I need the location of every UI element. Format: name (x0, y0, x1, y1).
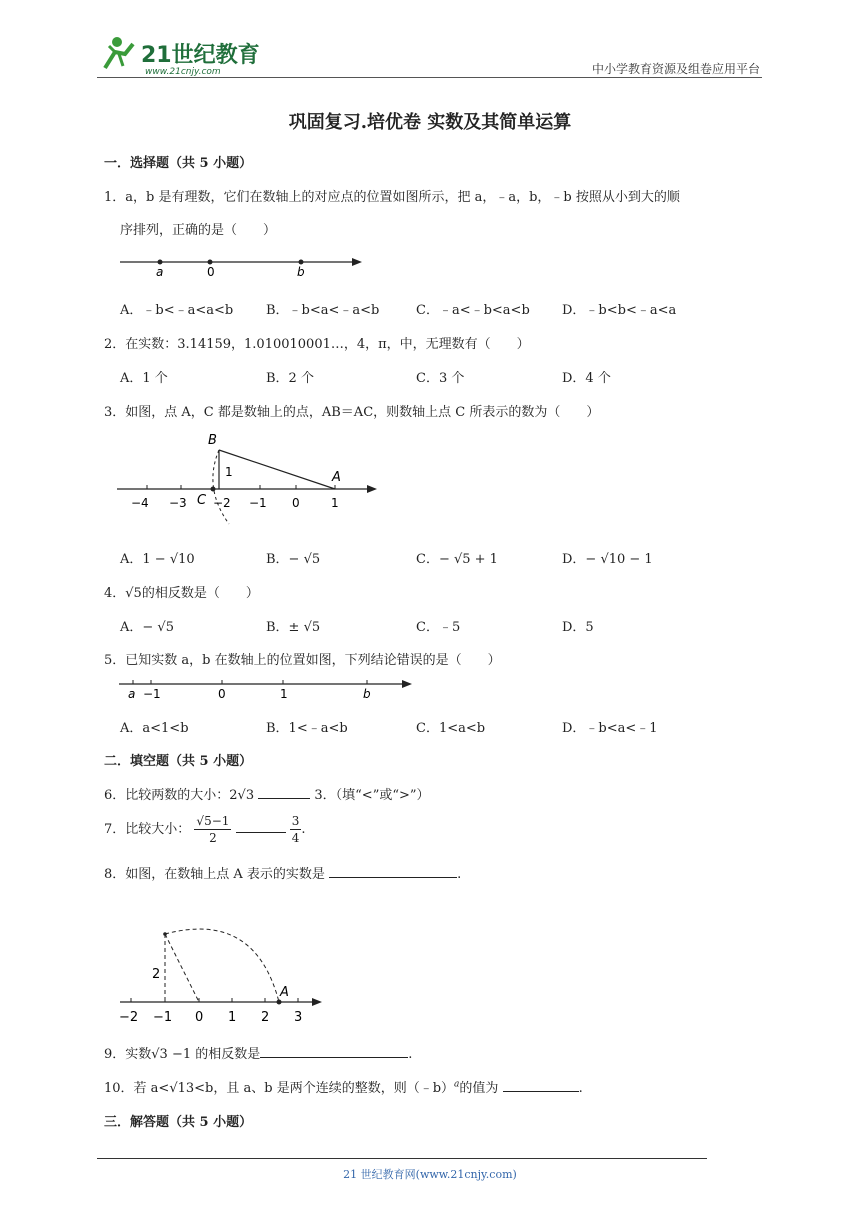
header-divider (97, 77, 762, 78)
q6-answer-blank[interactable] (258, 798, 310, 799)
q5-label-b: b (363, 687, 371, 701)
q8-tick-2: 2 (261, 1010, 270, 1025)
q1-text-line1: 1．a，b 是有理数，它们在数轴上的对应点的位置如图所示，把 a，﹣a，b，﹣b 按照从小到大的顺 (104, 190, 680, 205)
q8-tick-1: 1 (228, 1010, 237, 1025)
q10-question: 10．若 a<√13<b，且 a、b 是两个连续的整数，则（﹣b）$^a$的值为 . (104, 1079, 583, 1096)
q6-prefix: 6．比较两数的大小：2√3 (104, 788, 255, 803)
q3-tick-neg3: −3 (169, 496, 187, 510)
section-heading-choice: 一．选择题（共 5 小题） (104, 156, 253, 171)
q5-option-d[interactable]: D．﹣b<a<﹣1 (562, 721, 658, 736)
section-heading-answer: 三．解答题（共 5 小题） (104, 1115, 253, 1130)
footer-link[interactable]: 21 世纪教育网(www.21cnjy.com) (343, 1168, 517, 1181)
q1-label-0: 0 (207, 265, 215, 278)
q3-tick-neg4: −4 (131, 496, 149, 510)
q3-label-1-side: 1 (225, 465, 233, 479)
q3-tick-0: 0 (292, 496, 300, 510)
q8-tick-0: 0 (195, 1010, 204, 1025)
q10-prefix: 10．若 a<√13<b，且 a、b 是两个连续的整数，则（﹣b） (104, 1081, 455, 1096)
q1-option-d[interactable]: D．﹣b<b<﹣a<a (562, 303, 677, 318)
q4-text: 4．√5的相反数是（ ） (104, 586, 259, 601)
q5-option-c[interactable]: C．1<a<b (416, 721, 486, 736)
page-title: 巩固复习.培优卷 实数及其简单运算 (288, 112, 572, 133)
q3-option-c[interactable]: C．− √5 + 1 (416, 552, 498, 567)
q2-option-d[interactable]: D．4 个 (562, 371, 611, 386)
footer-divider (97, 1158, 707, 1159)
q3-number-line-figure (115, 428, 385, 528)
q1-option-a[interactable]: A．﹣b<﹣a<a<b (120, 303, 234, 318)
q2-text: 2．在实数：3.14159，1.010010001…，4，π，中，无理数有（ ） (104, 337, 530, 352)
q8-label-A: A (280, 985, 289, 1000)
header-platform-text: 中小学教育资源及组卷应用平台 (591, 62, 760, 76)
q2-option-a[interactable]: A．1 个 (120, 371, 168, 386)
q5-option-b[interactable]: B．1<﹣a<b (266, 721, 348, 736)
q5-option-a[interactable]: A．a<1<b (120, 721, 189, 736)
q7-fraction-2: $\frac{3}{4}$ (291, 814, 300, 845)
q4-option-b[interactable]: B．± √5 (266, 620, 321, 635)
q7-suffix: . (301, 822, 306, 837)
q3-text: 3．如图，点 A，C 都是数轴上的点，AB＝AC，则数轴上点 C 所表示的数为（ ） (104, 405, 600, 420)
q1-option-c[interactable]: C．﹣a<﹣b<a<b (416, 303, 530, 318)
q1-number-line-figure (118, 252, 368, 278)
q5-tick-neg1: −1 (143, 687, 161, 701)
q5-label-a: a (128, 687, 136, 701)
q1-text-line2: 序排列，正确的是（ ） (120, 223, 277, 238)
q9-answer-blank[interactable] (260, 1057, 408, 1058)
q2-option-b[interactable]: B．2 个 (266, 371, 314, 386)
q7-answer-blank[interactable] (236, 832, 286, 833)
q9-prefix: 9．实数√3 −1 的相反数是 (104, 1047, 261, 1062)
q1-label-a: a (156, 265, 164, 278)
logo-url: www.21cnjy.com (145, 67, 221, 77)
q2-option-c[interactable]: C．3 个 (416, 371, 465, 386)
q5-tick-0: 0 (218, 687, 226, 701)
q8-tick-3: 3 (294, 1010, 303, 1025)
q10-answer-blank[interactable] (503, 1091, 579, 1092)
q8-text: 8．如图，在数轴上点 A 表示的实数是 (104, 867, 325, 882)
q8-label-2-side: 2 (152, 967, 161, 982)
q4-option-a[interactable]: A．− √5 (120, 620, 174, 635)
q3-option-d[interactable]: D．− √10 − 1 (562, 552, 653, 567)
q3-tick-neg1: −1 (249, 496, 267, 510)
q1-label-b: b (297, 265, 305, 278)
q3-label-A: A (332, 470, 341, 485)
q8-tick-neg2: −2 (119, 1010, 139, 1025)
q4-option-c[interactable]: C．﹣5 (416, 620, 461, 635)
q1-option-b[interactable]: B．﹣b<a<﹣a<b (266, 303, 380, 318)
q8-tick-neg1: −1 (153, 1010, 173, 1025)
q10-exponent: a (454, 1079, 460, 1090)
q3-label-B: B (208, 433, 217, 448)
logo-text: 21世纪教育 (141, 43, 260, 68)
site-logo (95, 30, 265, 80)
q9-question: 9．实数√3 −1 的相反数是 . (104, 1047, 413, 1062)
q8-question: 8．如图，在数轴上点 A 表示的实数是 . (104, 867, 462, 882)
q3-tick-1: 1 (331, 496, 339, 510)
q7-question (104, 813, 305, 846)
q7-fraction-1: $\frac{√5-1}{2}$ (196, 814, 230, 845)
q3-label-C: C (197, 493, 207, 508)
q3-tick-neg2: −2 (213, 496, 231, 510)
q3-option-a[interactable]: A．1 − √10 (120, 552, 195, 567)
q5-number-line-figure (117, 673, 417, 701)
q7-prefix: 7．比较大小： (104, 822, 191, 837)
q4-option-d[interactable]: D．5 (562, 620, 594, 635)
q8-number-line-figure (115, 920, 335, 1030)
q6-suffix: 3．（填“<”或“>”） (314, 788, 430, 803)
q10-mid: 的值为 (459, 1081, 499, 1096)
section-heading-fill: 二．填空题（共 5 小题） (104, 754, 253, 769)
q3-option-b[interactable]: B．− √5 (266, 552, 321, 567)
q5-text: 5．已知实数 a，b 在数轴上的位置如图，下列结论错误的是（ ） (104, 653, 501, 668)
q8-answer-blank[interactable] (329, 877, 457, 878)
q5-tick-1: 1 (280, 687, 288, 701)
q6-question (104, 784, 430, 803)
